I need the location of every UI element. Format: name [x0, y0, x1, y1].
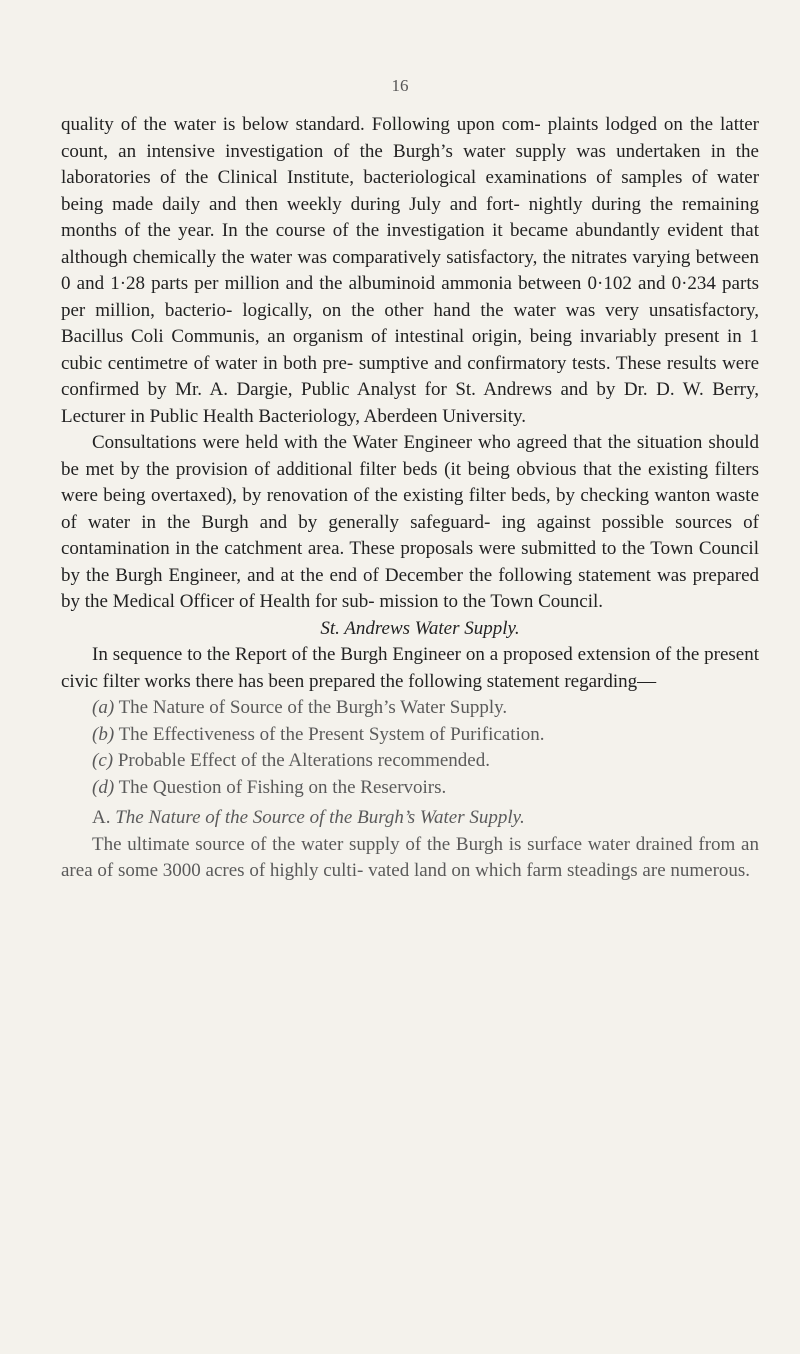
line: University. — [442, 405, 527, 427]
line: the Clinical Institute, bacteriological examinations of samples of — [185, 167, 708, 188]
list-item-c — [61, 748, 759, 775]
line: mission to the Town Council. — [379, 591, 604, 612]
list-letter: (c) — [92, 750, 114, 771]
line: In sequence to the Report of the Burgh Engineer on a proposed — [92, 644, 573, 665]
line: of the investigation it became abundantly evident that although — [61, 220, 760, 268]
list-letter: (a) — [92, 697, 115, 718]
line: Consultations were held with the Water Engineer who agreed — [92, 432, 568, 453]
line: extension of the present civic filter works there has been prepared — [61, 644, 759, 692]
line: area. These proposals were submitted to the Town Council by — [61, 538, 759, 586]
line: water drained from an area of some 3000 acres of highly culti- — [61, 833, 759, 881]
line: the Burgh Engineer, and at the end of December the following — [86, 564, 573, 586]
line: ing against possible sources of contamination in the catchment — [61, 511, 760, 559]
subsection-title: The Nature of the Source of the Burgh’s Water Supply. — [110, 807, 525, 828]
line: varying between 0 and 1·28 parts per million and the albuminoid — [61, 246, 759, 294]
line: Bacillus Coli Communis, an organism of intestinal origin, being — [61, 326, 572, 347]
list-text: The Effectiveness of the Present System of Purification. — [114, 723, 545, 745]
line: sumptive and confirmatory tests. These results were confirmed — [61, 352, 760, 400]
page-text — [61, 112, 759, 885]
line: ammonia between 0·102 and 0·234 parts per million, bacterio- — [61, 273, 759, 321]
paragraph-4 — [61, 832, 759, 885]
list-item-b — [61, 722, 759, 749]
line: that the situation should be met by the provision of additional — [61, 432, 759, 480]
line: logically, on the other hand the water was very unsatisfactory, — [242, 299, 760, 321]
list-letter: (d) — [92, 776, 115, 798]
list-text: Probable Effect of the Alterations recommended. — [113, 750, 490, 771]
line: the Burgh’s water supply was undertaken in the laboratories of — [61, 140, 759, 188]
line: the following statement regarding— — [380, 670, 657, 692]
paragraph-1 — [61, 112, 759, 430]
line: invariably present in 1 cubic centimetre of water in both pre- — [61, 326, 759, 374]
subsection-heading — [61, 805, 759, 832]
section-heading: St. Andrews Water Supply. — [320, 617, 520, 639]
line: overtaxed), by renovation of the existing filter beds, by checking — [150, 485, 650, 506]
subsection-label: A. — [92, 807, 111, 828]
list-text: The Question of Fishing on the Reservoirs. — [114, 776, 447, 798]
line: plaints lodged on the latter count, an intensive investigation of — [61, 114, 760, 162]
paragraph-2 — [61, 430, 759, 616]
line: filter beds (it being obvious that the existing filters were being — [61, 458, 759, 506]
line: quality of the water is below standard. Following upon com- — [61, 114, 541, 135]
list-item-a — [61, 695, 759, 722]
list-item-d — [61, 775, 759, 802]
list-letter: (b) — [92, 723, 115, 745]
line: water being made daily and then weekly during July and fort- — [61, 167, 760, 215]
line: nightly during the remaining months of the year. In the course — [61, 193, 760, 241]
paragraph-3 — [61, 642, 759, 695]
line: chemically the water was comparatively satisfactory, the nitrates — [132, 246, 628, 268]
line: vated land on which farm steadings are numerous. — [368, 860, 751, 881]
line: The ultimate source of the water supply of the Burgh is surface — [92, 833, 583, 855]
line: W. Berry, Lecturer in Public Health Bacteriology, Aberdeen — [61, 379, 760, 427]
line: by Mr. A. Dargie, Public Analyst for St. Andrews and by Dr. D. — [147, 379, 675, 400]
list-text: The Nature of Source of the Burgh’s Water Supply. — [114, 697, 508, 718]
line: wanton waste of water in the Burgh and by generally safeguard- — [61, 485, 760, 533]
line: statement was prepared by the Medical Officer of Health for sub- — [61, 564, 760, 612]
page-number: 16 — [391, 76, 409, 95]
